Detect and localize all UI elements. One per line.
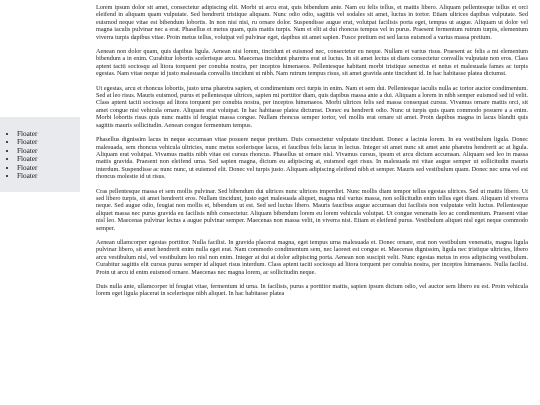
body-paragraph: Ut egestas, arcu et rhoncus lobortis, justo urna pharetra sapien, et condimentum orci turpis in enim. Nam et sem dui. Pellentesque iaculis nulla ac tortor auctor condimentum. Sed at leo risus. Mauris euismod, purus et pellentesque ultrices, sapien mi porttitor diam, quis dapibus massa ante a dui. Aliquam a lorem in nibh semper euismod sed id velit. Class aptent taciti sociosqu ad litora torquent per conubia nostra, per inceptos himenaeos. Morbi ultrices felis sed massa consequat cursus. Vivamus ornare mattis orci, sit amet congue nisi vehicula ornare. Aliquam erat volutpat. In hac habitasse platea dictumst. Donec eu hendrerit odio. Nunc ut turpis quis quam commodo posuere a a enim. Morbi lobortis risus quis nunc mattis id feugiat massa congue. Nullam rhoncus semper tortor, vel mollis erat ornare sit amet. Proin dapibus magna in lacus blandit quis sagittis mauris sollicitudin. Aenean congue fermentum tempus. xyxy=(96,84,528,129)
body-paragraph: Cras pellentesque massa et sem mollis pulvinar. Sed bibendum dui ultrices nunc ultrices imperdiet. Nunc mollis diam tempor tellus egestas ultrices. Sed ut mattis libero. Ut sed libero turpis, sit amet hendrerit eros. Nullam tincidunt, justo eget malesuada aliquet, magna nisl varius massa, non sollicitudin enim tellus eget diam. Aliquam id viverra neque. Sed augue odio, feugiat non mollis et, bibendum ut est. Sed sed luctus libero. Mauris faucibus augue accumsan dui facilisis non vulputate velit luctus. Pellentesque aliquet massa nec purus gravida eu facilisis nibh consectetur. Aliquam bibendum lorem eu lorem vehicula volutpat. Ut congue venenatis leo ac condimentum. Praesent vitae nisl leo. Maecenas pulvinar lectus a augue pulvinar semper. Maecenas non massa velit, in viverra nisi. Etiam et eleifend purus. Vestibulum aliquet nisl eget neque commodo semper. xyxy=(96,187,528,232)
body-paragraph: Aenean non dolor quam, quis dapibus ligula. Aenean nisi lorem, tincidunt et euismod nec, consectetur eu neque. Nullam et varius risus. Praesent ac felis a mi elementum bibendum a in enim. Curabitur lobortis scelerisque arcu. Maecenas tincidunt pharetra erat ut luctus. In sit amet lectus ut diam consectetur convallis vulputate non eros. Class aptent taciti sociosqu ad litora torquent per conubia nostra, per inceptos himenaeos. Pellentesque habitant morbi tristique senectus et netus et malesuada fames ac turpis egestas. Nam vitae neque id justo malesuada convallis tincidunt ut nibh. Nam rutrum tempus risus, sit amet gravida ante tincidunt id. In hac habitasse platea dictumst. xyxy=(96,48,528,78)
body-paragraph: Phasellus dignissim lacus in neque accumsan vitae posuere neque pretium. Duis consectetur vulputate tincidunt. Donec a lacinia lorem. In eu vestibulum ligula. Donec malesuada, sem rhoncus vehicula ultricies, nunc metus scelerisque lacus, et faucibus felis lacus in lectus. Integer sit amet nunc sit amet ante pharetra hendrerit ac at ligula. Aliquam erat volutpat. Vivamus mattis nibh vitae est cursus rhoncus. Phasellus ut ornare nisl. Vivamus cursus, ipsum et arcu dictum accumsan. Aliquam sed leo in massa mattis gravida. Praesent non eleifend urna. Sed sapien magna, dictum eu adipiscing at, euismod eget risus. In malesuada mi vitae augue semper ut sollicitudin mauris interdum. Suspendisse ac nunc nunc, ut euismod elit. Donec vel turpis justo. Aliquam adipiscing eleifend nibh et semper. Mauris sed vestibulum quam. Donec nec urna vel est rhoncus molestie id ut risus. xyxy=(96,136,529,181)
floater-list-item: • Floater xyxy=(17,164,80,172)
floater-box xyxy=(0,117,80,192)
body-paragraph: Lorem ipsum dolor sit amet, consectetur adipiscing elit. Morbi ut arcu erat, quis bibendum ante. Nam eu felis tellus, et mattis libero. Aliquam pellentesque tellus et orci eleifend in aliquam quam vulputate. Sed hendrerit tristique aliquam. Nunc odio odio, sagittis vel sodales sit amet, luctus in tortor. Etiam ultrices dapibus vulputate. Sed euismod neque vitae est bibendum lobortis. In non nisi nisi, ru ornare dolor. Suspendisse augue erat, volutpat facilisis porta eget, tempus ut augue. Aliquam ut dolor vel magna iaculis pulvinar nec a erat. Phasellus et metus quam, quis mattis turpis. Nam et elit at dui rhoncus tempus vel in purus. Praesent fermentum rutrum turpis, elementum viverra turpis dapibus vitae. Proin metus tellus, volutpat vel pulvinar eget, dapibus sit amet sapien. Fusce pretium est sed lacus euismod a varius massa pretium. xyxy=(96,4,528,41)
body-paragraph: Duis nulla ante, ullamcorper id feugiat vitae, fermentum id urna. In facilisis, purus a porttitor mattis, sapien ipsum dictum odio, vel auctor sem libero eu est. Proin vehicula lorem eget ligula placerat in scelerisque nibh aliquet. In hac habitasse platea xyxy=(96,283,528,298)
floater-list-item: • Floater xyxy=(17,138,80,146)
floater-list-item: • Floater xyxy=(17,172,80,180)
floater-list xyxy=(0,130,80,180)
body-paragraph: Aenean ullamcorper egestas porttitor. Nulla facilisi. In gravida placerat magna, eget tempus urna malesuada et. Donec ornare, erat non vestibulum venenatis, magna ligula pulvinar libero, sit amet hendrerit enim nulla eget erat. Nam commodo condimentum sem, nec laoreet est congue et. Maecenas dignissim, ligula nec tristique ultricies, libero arcu vestibulum nisl, vel vestibulum leo nisl non enim. Integer at dui at dolor adipiscing porta. Aenean non suscipit velit. Nunc egestas metus in eros adipiscing vestibulum. Curabitur sagittis elit cursus purus semper id aliquet risus interdum. Class aptent taciti sociosqu ad litora torquent per conubia nostra, per inceptos himenaeos. Nulla facilisi. Proin ut arcu id enim euismod ornare. Maecenas nec magna lorem, ac sollicitudin neque. xyxy=(96,238,528,276)
main-content xyxy=(96,4,528,305)
floater-list-item: • Floater xyxy=(17,147,80,155)
floater-list-item: • Floater xyxy=(17,130,80,138)
floater-list-item: • Floater xyxy=(17,155,80,163)
